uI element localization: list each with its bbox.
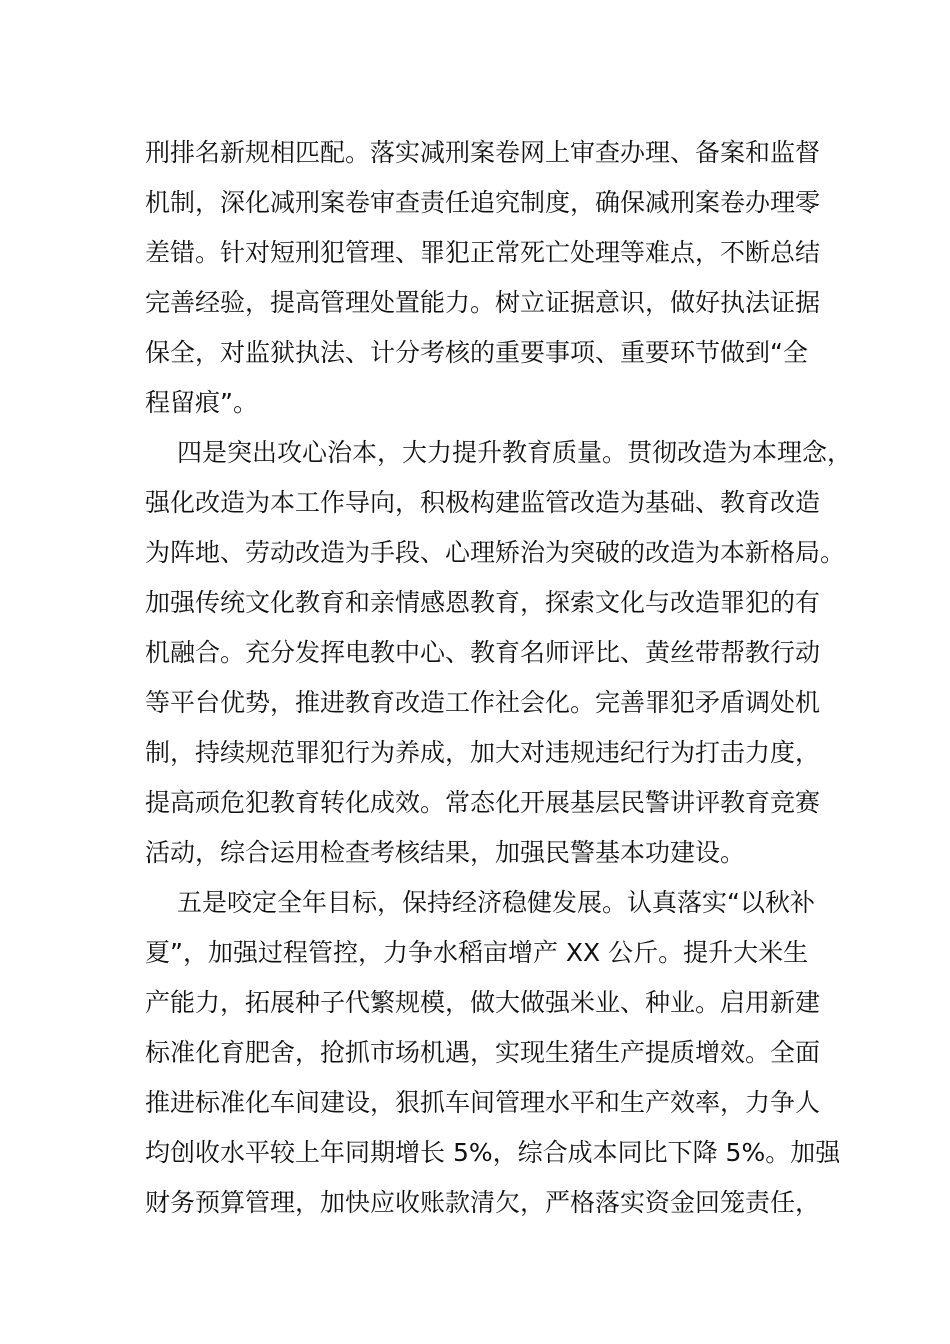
text-line: 均创收水平较上年同期增长 5%，综合成本同比下降 5%。加强 (145, 1138, 841, 1167)
text-line: 四是突出攻心治本，大力提升教育质量。贯彻改造为本理念， (177, 438, 853, 467)
paragraph-2 (145, 428, 853, 878)
text-line: 制，持续规范罪犯行为养成，加大对违规违纪行为打击力度， (145, 738, 821, 767)
paragraph-1 (145, 128, 821, 428)
text-line: 五是咬定全年目标，保持经济稳健发展。认真落实“以秋补 (177, 888, 815, 917)
text-line: 程留痕”。 (145, 388, 258, 417)
text-line: 标准化育肥舍，抢抓市场机遇，实现生猪生产提质增效。全面 (145, 1038, 821, 1067)
text-line: 推进标准化车间建设，狠抓车间管理水平和生产效率，力争人 (145, 1088, 821, 1117)
text-line: 保全，对监狱执法、计分考核的重要事项、重要环节做到“全 (145, 338, 808, 367)
text-line: 差错。针对短刑犯管理、罪犯正常死亡处理等难点，不断总结 (145, 238, 821, 267)
body-text (145, 128, 853, 1228)
text-line: 强化改造为本工作导向，积极构建监管改造为基础、教育改造 (145, 488, 821, 517)
text-line: 提高顽危犯教育转化成效。常态化开展基层民警讲评教育竞赛 (145, 788, 821, 817)
text-line: 加强传统文化教育和亲情感恩教育，探索文化与改造罪犯的有 (145, 588, 821, 617)
text-line: 财务预算管理，加快应收账款清欠，严格落实资金回笼责任， (145, 1188, 821, 1217)
text-line: 活动，综合运用检查考核结果，加强民警基本功建设。 (145, 838, 746, 867)
text-line: 为阵地、劳动改造为手段、心理矫治为突破的改造为本新格局。 (145, 538, 846, 567)
text-line: 等平台优势，推进教育改造工作社会化。完善罪犯矛盾调处机 (145, 688, 821, 717)
text-line: 夏”，加强过程管控，力争水稻亩增产 XX 公斤。提升大米生 (145, 938, 809, 967)
text-line: 产能力，拓展种子代繁规模，做大做强米业、种业。启用新建 (145, 988, 821, 1017)
text-line: 完善经验，提高管理处置能力。树立证据意识，做好执法证据 (145, 288, 821, 317)
text-line: 机制，深化减刑案卷审查责任追究制度，确保减刑案卷办理零 (145, 188, 821, 217)
text-line: 刑排名新规相匹配。落实减刑案卷网上审查办理、备案和监督 (145, 138, 821, 167)
paragraph-3 (145, 878, 841, 1228)
text-line: 机融合。充分发挥电教中心、教育名师评比、黄丝带帮教行动 (145, 638, 821, 667)
